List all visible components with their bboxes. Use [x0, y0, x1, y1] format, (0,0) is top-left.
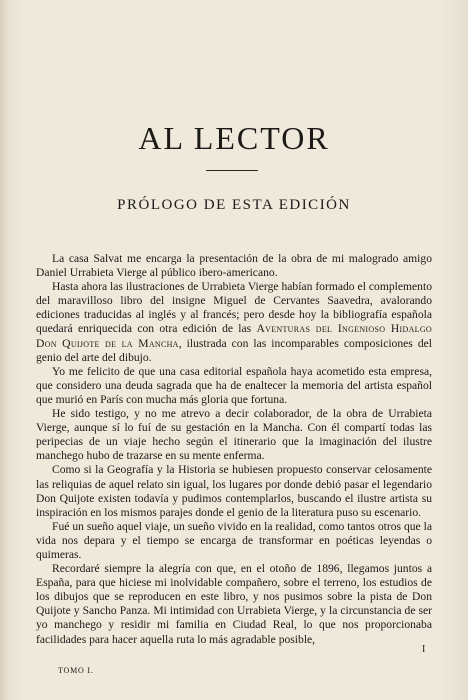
- page-title: AL LECTOR: [138, 120, 330, 156]
- paragraph-tail: , ilustrada con las incomparables composiciones del genio del arte del dibujo.: [36, 336, 432, 364]
- paragraph: [36, 280, 432, 365]
- paragraph: He sido testigo, y no me atrevo a decir colaborador, de la obra de Urrabieta Vierge, aunque sí lo fuí de su gestación en la Mancha. Con él compartí todas las peripecias de un viaje hecho según el itinerario que la imaginación del ilustre manchego hubo de trazarse en su mente enferma.: [36, 407, 432, 463]
- paragraph: Fué un sueño aquel viaje, un sueño vivido en la realidad, como tantos otros que la vida nos depara y el tiempo se encarga de transformar en poéticas leyendas o quimeras.: [36, 519, 432, 561]
- paragraph: La casa Salvat me encarga la presentación de la obra de mi malogrado amigo Daniel Urrabieta Vierge al público ibero-americano.: [36, 252, 432, 280]
- body-text: [36, 252, 432, 647]
- page-subtitle: PRÓLOGO DE ESTA EDICIÓN: [117, 197, 351, 213]
- paragraph: Como si la Geografía y la Historia se hubiesen propuesto conservar celosamente las reliquias de aquel relato sin igual, los lugares por donde debió pasar el legendario Don Quijote existen todavía y pudimos contemplarlos, buscando el ilustre artista su inspiración en los mismos parajes donde el genio de la literatura puso su escenario.: [36, 463, 432, 519]
- page-number: I: [422, 644, 426, 655]
- volume-label: TOMO I.: [58, 666, 94, 675]
- title-divider: [206, 170, 258, 171]
- paragraph-text: Hasta ahora las ilustraciones de Urrabieta Vierge habían formado el complemento del maravilloso libro del insigne Miguel de Cervantes Saavedra, avalorando ediciones traducidas al inglés y al francés; pero desde hoy la bibliografía española quedará enriquecida con otra edición de las: [36, 280, 432, 336]
- paragraph: Recordaré siempre la alegría con que, en el otoño de 1896, llegamos juntos a España, para que hiciese mi inolvidable compañero, sobre el terreno, los estudios de los dibujos que se reproducen en este libro, y nos pusimos sobre la pista de Don Quijote y Sancho Panza. Mi intimidad con Urrabieta Vierge, y la circunstancia de ser yo manchego y residir mi familia en Ciudad Real, lo que nos proporcionaba facilidades para hacer aquella ruta lo más agradable posible,: [36, 562, 432, 646]
- paragraph: Yo me felicito de que una casa editorial española haya acometido esta empresa, que considero una deuda sagrada que ha de enaltecer la memoria del artista español que murió en París con mucha más gloria que fortuna.: [36, 364, 432, 406]
- book-title-small-caps: Aventuras del Ingenioso Hidalgo Don Quijote de la Mancha: [36, 322, 432, 350]
